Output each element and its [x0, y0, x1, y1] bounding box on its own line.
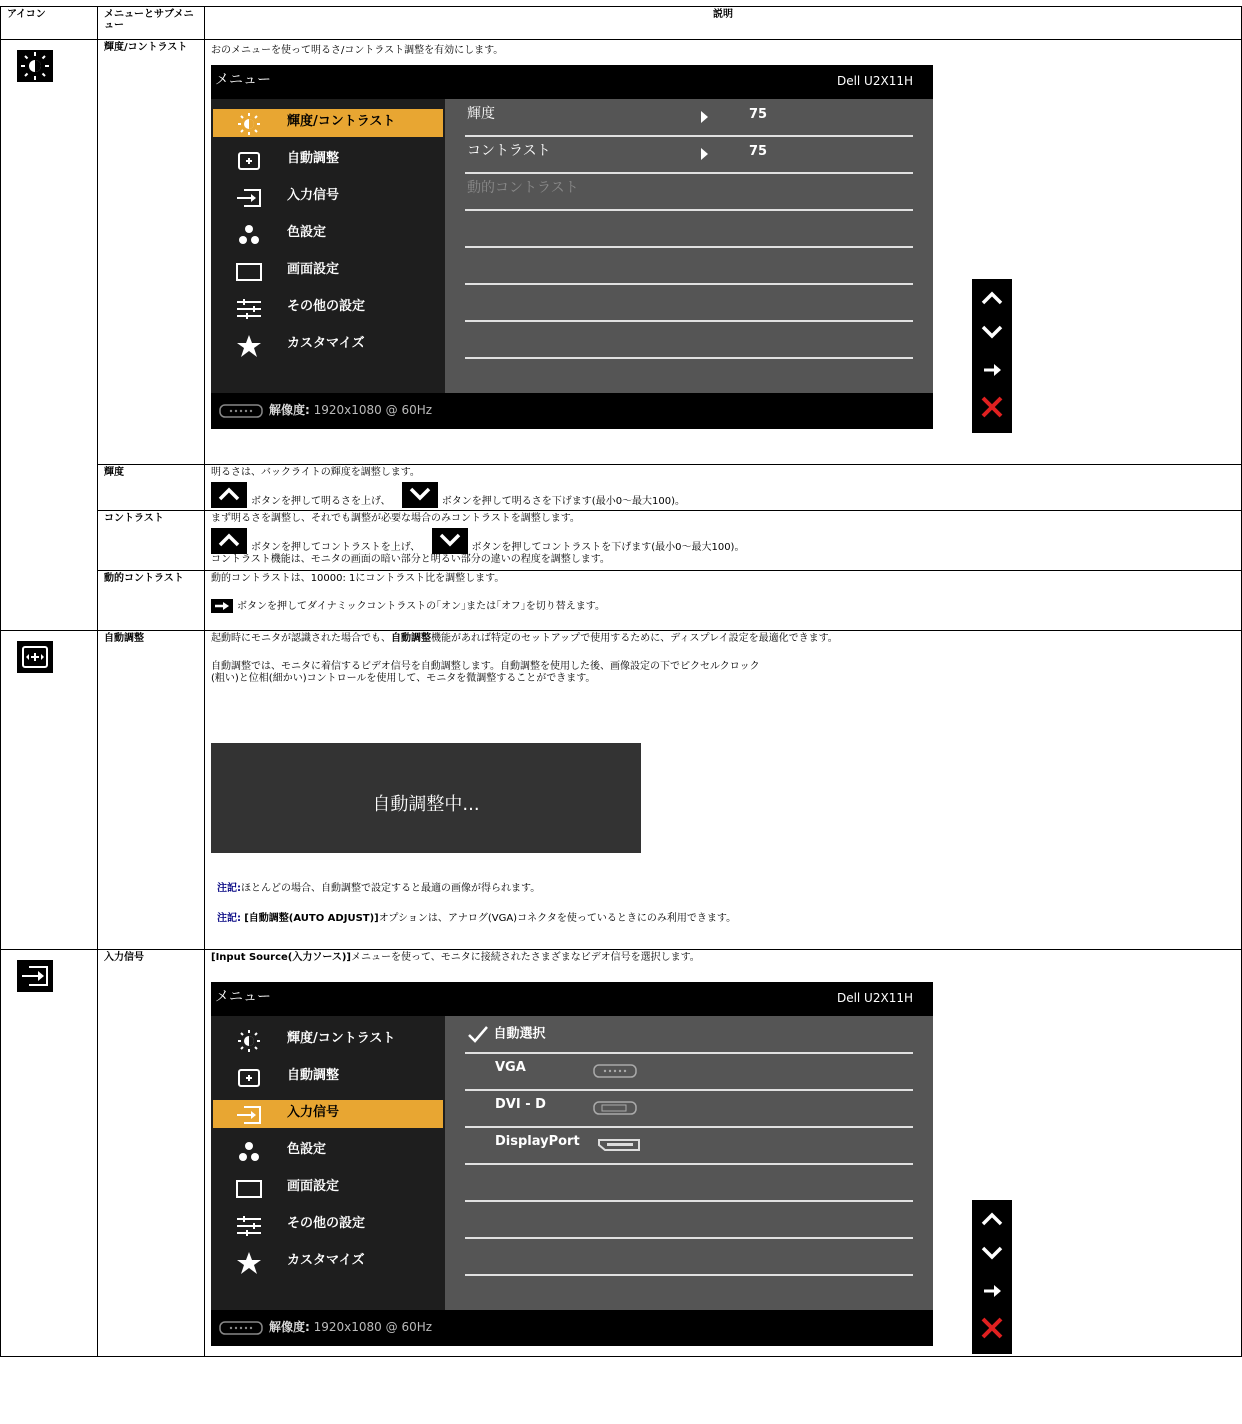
star-icon [235, 335, 263, 355]
osd-menu-label: 色設定 [287, 1142, 327, 1157]
desc-contrast [205, 511, 1242, 571]
vga-port-icon [593, 1064, 637, 1082]
displayport-icon [597, 1138, 641, 1156]
menu-brightness: 輝度 [98, 465, 205, 511]
submenu-item-displayport[interactable] [465, 1127, 913, 1165]
osd-menu-label: 画面設定 [287, 262, 340, 277]
brightness-line1: 明るさは、バックライトの輝度を調整します。 [211, 467, 420, 478]
note-label: 注記: [217, 913, 241, 924]
auto-adjust-icon [235, 150, 263, 170]
menu-dynamic-contrast: 動的コントラスト [98, 571, 205, 631]
resolution-value: 1920x1080 @ 60Hz [313, 1320, 433, 1334]
submenu-empty [465, 321, 913, 359]
sliders-icon [235, 298, 263, 318]
dynamic-contrast-line1: 動的コントラストは、10000: 1にコントラスト比を調整します。 [211, 573, 505, 584]
note-2 [217, 913, 1235, 925]
submenu-empty [465, 1164, 913, 1202]
osd-screenshot-1 [211, 65, 1235, 437]
sliders-icon [235, 1215, 263, 1235]
osd-model: Dell U2X11H [836, 74, 913, 88]
osd-screenshot-2 [211, 982, 1235, 1354]
osd-menu-table [0, 6, 1242, 1357]
auto-adjust-p1 [211, 633, 1235, 645]
auto-adjust-box-text: 自動調整中... [372, 794, 480, 815]
osd-panel [211, 65, 933, 429]
icon-cell-auto-adjust [1, 631, 98, 950]
input-source-intro [211, 952, 1235, 964]
row-dynamic-contrast [1, 571, 1242, 631]
osd-menu-item[interactable] [213, 257, 443, 285]
osd-menu-item[interactable] [213, 1063, 443, 1091]
osd-menu-label: 輝度/コントラスト [287, 1031, 396, 1046]
submenu-item-brightness[interactable] [465, 99, 913, 137]
header-menu: メニューとサブメニュー [98, 7, 205, 40]
text: メニューを使って、モニタに接続されたさまざまなビデオ信号を選択します。 [351, 952, 700, 963]
resolution-text [269, 1321, 432, 1333]
contrast-up-text: ボタンを押してコントラストを上げ、 [251, 542, 421, 553]
arrow-down-icon [402, 482, 438, 508]
sun-icon [235, 1030, 263, 1050]
submenu-empty [465, 247, 913, 285]
osd-menu-item[interactable] [213, 1026, 443, 1054]
brightness-down-text: ボタンを押して明るさを下げます(最小0～最大100)。 [441, 496, 686, 507]
sun-icon [17, 50, 53, 82]
display-rect-icon [235, 1178, 263, 1198]
note-1 [217, 883, 1235, 895]
text: 起動時にモニタが認識された場合でも、 [211, 633, 391, 644]
text: 機能があれば特定のセットアップで使用するために、ディスプレイ設定を最適化できます。 [431, 633, 838, 644]
vga-port-icon [219, 1321, 263, 1339]
submenu-label: VGA [495, 1060, 526, 1075]
text-bold: 自動調整 [391, 633, 431, 644]
submenu-label: DVI - D [495, 1097, 546, 1112]
arrow-right-icon[interactable] [980, 361, 1004, 379]
osd-menu-item[interactable] [213, 1100, 443, 1128]
row-brightness-contrast [1, 40, 1242, 465]
osd-nav-buttons [972, 279, 1012, 433]
row-contrast [1, 511, 1242, 571]
row-auto-adjust [1, 631, 1242, 950]
osd-menu-label: 輝度/コントラスト [287, 114, 396, 129]
header-description: 説明 [205, 7, 1242, 40]
auto-adjust-icon [17, 641, 53, 673]
brightness-up-text: ボタンを押して明るさを上げ、 [251, 496, 391, 507]
note-text: ほとんどの場合、自動調整で設定すると最適の画像が得られます。 [241, 883, 541, 894]
checkmark-icon [467, 1025, 489, 1043]
osd-menu-label: 入力信号 [287, 188, 340, 203]
osd-menu-label: カスタマイズ [287, 336, 365, 351]
text: (粗い)と位相(細かい)コントロールを使用して、モニタを微調整することができます。 [211, 673, 596, 684]
osd-menu-label: その他の設定 [287, 1216, 366, 1231]
osd-menu-label: 画面設定 [287, 1179, 340, 1194]
osd-menu-item[interactable] [213, 146, 443, 174]
arrow-right-icon [211, 599, 233, 613]
arrow-up-icon[interactable] [980, 289, 1004, 307]
close-icon[interactable] [980, 395, 1004, 419]
dvi-port-icon [593, 1101, 637, 1119]
osd-title-bar [211, 982, 933, 1016]
row-brightness [1, 465, 1242, 511]
submenu-label: 動的コントラスト [467, 180, 579, 196]
osd-menu-label: 自動調整 [287, 1068, 340, 1083]
auto-adjust-p2 [211, 661, 1235, 685]
dynamic-contrast-line2: ボタンを押してダイナミックコントラストの｢オン｣または｢オフ｣を切り替えます。 [237, 601, 605, 612]
osd-menu-item[interactable] [213, 220, 443, 248]
osd-title-bar [211, 65, 933, 99]
submenu-label: 輝度 [467, 106, 495, 122]
submenu-empty [465, 284, 913, 322]
note-bold: [自動調整(AUTO ADJUST)] [244, 913, 379, 924]
osd-model: Dell U2X11H [836, 991, 913, 1005]
header-icon: アイコン [1, 7, 98, 40]
osd-menu-label: 色設定 [287, 225, 327, 240]
osd-menu-item[interactable] [213, 1211, 443, 1239]
submenu-label-wrap [467, 1025, 546, 1043]
submenu-item-contrast[interactable] [465, 136, 913, 174]
submenu-item-dvi[interactable] [465, 1090, 913, 1128]
input-source-icon [17, 960, 53, 992]
submenu-item-dynamic-contrast[interactable] [465, 173, 913, 211]
osd-menu-item[interactable] [213, 1174, 443, 1202]
osd-nav-buttons [972, 1200, 1012, 1354]
desc-input-source [205, 950, 1242, 1357]
contrast-line3: コントラスト機能は、モニタの画面の暗い部分と明るい部分の違いの程度を調整します。 [211, 554, 610, 565]
resolution-text [269, 404, 432, 416]
header-row [1, 7, 1242, 40]
input-source-icon [235, 1104, 263, 1124]
submenu-empty [465, 1238, 913, 1276]
vga-port-icon [219, 404, 263, 422]
osd-menu-label: その他の設定 [287, 299, 366, 314]
arrow-up-icon [211, 528, 247, 554]
triangle-right-icon [701, 148, 708, 160]
desc-brightness-contrast [205, 40, 1242, 465]
osd-menu-label: 入力信号 [287, 1105, 340, 1120]
arrow-down-icon[interactable] [980, 323, 1004, 341]
menu-auto-adjust: 自動調整 [98, 631, 205, 950]
osd-submenu-panel [445, 1016, 933, 1310]
osd-menu-item[interactable] [213, 183, 443, 211]
note-label: 注記: [217, 883, 241, 894]
resolution-label: 解像度: [269, 1320, 310, 1334]
color-dots-icon [235, 224, 263, 244]
resolution-value: 1920x1080 @ 60Hz [313, 403, 433, 417]
sun-icon [235, 113, 263, 133]
input-source-icon [235, 187, 263, 207]
osd-footer [211, 1310, 933, 1346]
osd-menu-item[interactable] [213, 1248, 443, 1276]
menu-contrast: コントラスト [98, 511, 205, 571]
submenu-item-auto-select[interactable] [465, 1016, 913, 1054]
auto-adjust-progress-box [211, 743, 641, 853]
submenu-value: 75 [749, 144, 768, 159]
resolution-label: 解像度: [269, 403, 310, 417]
arrow-down-icon[interactable] [980, 1244, 1004, 1262]
triangle-right-icon [701, 111, 708, 123]
auto-adjust-icon [235, 1067, 263, 1087]
icon-cell-input-source [1, 950, 98, 1357]
note-text: オプションは、アナログ(VGA)コネクタを使っているときにのみ利用できます。 [378, 913, 737, 924]
submenu-value: 75 [749, 107, 768, 122]
submenu-empty [465, 210, 913, 248]
osd-menu-item[interactable] [213, 331, 443, 359]
submenu-item-vga[interactable] [465, 1053, 913, 1091]
close-icon[interactable] [980, 1316, 1004, 1340]
arrow-up-icon[interactable] [980, 1210, 1004, 1228]
menu-brightness-contrast: 輝度/コントラスト [98, 40, 205, 465]
color-dots-icon [235, 1141, 263, 1161]
desc-brightness [205, 465, 1242, 511]
text: 自動調整では、モニタに着信するビデオ信号を自動調整します。自動調整を使用した後、画像設定の下でピクセルクロック [211, 661, 760, 672]
star-icon [235, 1252, 263, 1272]
icon-cell-brightness [1, 40, 98, 631]
arrow-down-icon [432, 528, 468, 554]
contrast-down-text: ボタンを押してコントラストを下げます(最小0～最大100)。 [471, 542, 745, 553]
arrow-right-icon[interactable] [980, 1282, 1004, 1300]
submenu-empty [465, 1201, 913, 1239]
display-rect-icon [235, 261, 263, 281]
osd-menu-label: カスタマイズ [287, 1253, 365, 1268]
row-input-source [1, 950, 1242, 1357]
osd-menu-label: 自動調整 [287, 151, 340, 166]
osd-title: メニュー [215, 989, 271, 1005]
osd-footer [211, 393, 933, 429]
osd-menu-item[interactable] [213, 109, 443, 137]
arrow-up-icon [211, 482, 247, 508]
menu-input-source: 入力信号 [98, 950, 205, 1357]
osd-title: メニュー [215, 72, 271, 88]
desc-auto-adjust [205, 631, 1242, 950]
text-bold: [Input Source(入力ソース)] [211, 952, 351, 963]
submenu-label: DisplayPort [495, 1134, 580, 1149]
contrast-line1: まず明るさを調整し、それでも調整が必要な場合のみコントラストを調整します。 [211, 513, 580, 524]
submenu-label: 自動選択 [493, 1026, 546, 1042]
osd-menu-item[interactable] [213, 294, 443, 322]
osd-menu-item[interactable] [213, 1137, 443, 1165]
submenu-label: コントラスト [467, 143, 551, 159]
osd-submenu-panel [445, 99, 933, 393]
osd-panel [211, 982, 933, 1346]
desc-dynamic-contrast [205, 571, 1242, 631]
intro-text: おのメニューを使って明るさ/コントラスト調整を有効にします。 [211, 45, 504, 56]
